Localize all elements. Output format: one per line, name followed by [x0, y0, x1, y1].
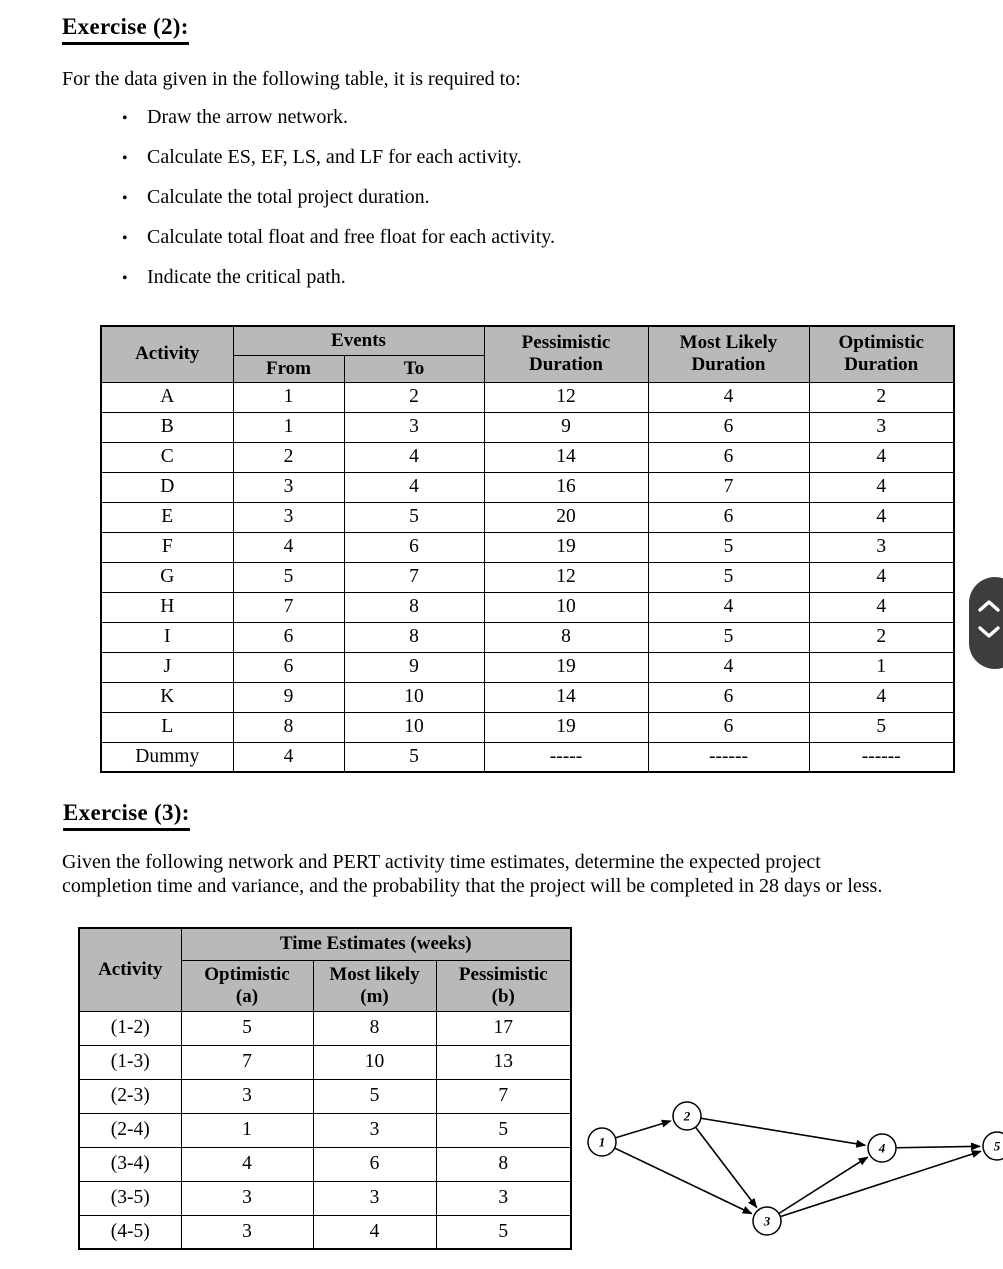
- table-cell: F: [101, 532, 233, 562]
- table-cell: 8: [436, 1147, 571, 1181]
- table-cell: 14: [484, 682, 648, 712]
- table-cell: 6: [648, 502, 809, 532]
- table-cell: 4: [809, 562, 954, 592]
- table-cell: 10: [484, 592, 648, 622]
- table-cell: 6: [648, 442, 809, 472]
- table-cell: 4: [181, 1147, 313, 1181]
- table-row: [101, 742, 954, 772]
- table-row: [101, 442, 954, 472]
- table-cell: 7: [181, 1045, 313, 1079]
- table-cell: (1-2): [79, 1011, 181, 1045]
- table-cell: H: [101, 592, 233, 622]
- table-cell: 3: [313, 1113, 436, 1147]
- network-node-label: 2: [683, 1108, 691, 1124]
- network-edge: [615, 1121, 670, 1138]
- table-cell: 5: [344, 502, 484, 532]
- table-cell: 4: [344, 472, 484, 502]
- table-cell: J: [101, 652, 233, 682]
- table-cell: Dummy: [101, 742, 233, 772]
- table-cell: 4: [233, 532, 344, 562]
- table-cell: 3: [181, 1079, 313, 1113]
- table-cell: 2: [344, 382, 484, 412]
- table-cell: 10: [313, 1045, 436, 1079]
- network-edge: [701, 1118, 865, 1145]
- col-header-activity: Activity: [79, 928, 181, 1011]
- table-cell: 19: [484, 652, 648, 682]
- table-cell: 3: [809, 412, 954, 442]
- table-row: [101, 382, 954, 412]
- ex2-table-body: [101, 382, 954, 772]
- table-cell: 5: [436, 1113, 571, 1147]
- col-header-pessimistic-duration: Pessimistic Duration: [484, 326, 648, 382]
- table-cell: 6: [648, 682, 809, 712]
- bullet-text: Calculate ES, EF, LS, and LF for each activity.: [147, 146, 522, 168]
- table-cell: 4: [809, 442, 954, 472]
- table-cell: 8: [344, 592, 484, 622]
- bullet-icon: •: [122, 150, 128, 167]
- col-header-pessimistic-b: Pessimistic (b): [436, 960, 571, 1011]
- table-row: [101, 502, 954, 532]
- table-cell: 3: [344, 412, 484, 442]
- exercise-2-heading: Exercise (2):: [62, 14, 189, 45]
- table-cell: 20: [484, 502, 648, 532]
- col-header-time-estimates: Time Estimates (weeks): [181, 928, 571, 960]
- bullet-text: Indicate the critical path.: [147, 266, 346, 288]
- table-cell: 4: [648, 652, 809, 682]
- network-node-label: 3: [763, 1213, 771, 1229]
- chevron-up-icon: [977, 598, 1001, 614]
- table-cell: 6: [648, 712, 809, 742]
- table-row: [101, 652, 954, 682]
- table-cell: ------: [809, 742, 954, 772]
- table-cell: C: [101, 442, 233, 472]
- table-cell: 12: [484, 562, 648, 592]
- table-cell: 5: [648, 562, 809, 592]
- table-cell: 6: [233, 622, 344, 652]
- table-cell: (2-3): [79, 1079, 181, 1113]
- table-row: [79, 1181, 571, 1215]
- table-cell: 19: [484, 712, 648, 742]
- table-cell: D: [101, 472, 233, 502]
- table-cell: 7: [648, 472, 809, 502]
- exercise-3-description: [62, 850, 882, 898]
- bullet-icon: •: [122, 270, 128, 287]
- table-cell: K: [101, 682, 233, 712]
- table-cell: G: [101, 562, 233, 592]
- network-node-label: 4: [878, 1140, 886, 1156]
- table-cell: 4: [809, 502, 954, 532]
- activity-events-table: [100, 325, 955, 773]
- scroll-widget: [969, 577, 1003, 669]
- table-cell: I: [101, 622, 233, 652]
- table-cell: E: [101, 502, 233, 532]
- table-cell: 4: [648, 592, 809, 622]
- table-cell: 7: [344, 562, 484, 592]
- exercise-2-intro: For the data given in the following table, it is required to:: [62, 68, 521, 90]
- table-cell: 14: [484, 442, 648, 472]
- scroll-up-button[interactable]: [977, 598, 1001, 614]
- table-row: [79, 1147, 571, 1181]
- bullet-icon: •: [122, 190, 128, 207]
- list-item: [122, 146, 555, 169]
- list-item: [122, 266, 555, 289]
- table-cell: 5: [181, 1011, 313, 1045]
- table-cell: 16: [484, 472, 648, 502]
- table-cell: 4: [809, 592, 954, 622]
- table-cell: 4: [809, 682, 954, 712]
- table-cell: 5: [313, 1079, 436, 1113]
- table-row: [101, 472, 954, 502]
- list-item: [122, 226, 555, 249]
- description-line: Given the following network and PERT activity time estimates, determine the expected project: [62, 851, 821, 873]
- pert-network-diagram: [585, 1085, 1003, 1265]
- col-header-optimistic-a: Optimistic (a): [181, 960, 313, 1011]
- table-row: [79, 1011, 571, 1045]
- bullet-text: Calculate the total project duration.: [147, 186, 430, 208]
- table-cell: 1: [809, 652, 954, 682]
- table-row: [79, 1079, 571, 1113]
- table-cell: 5: [436, 1215, 571, 1249]
- table-cell: (4-5): [79, 1215, 181, 1249]
- table-cell: 19: [484, 532, 648, 562]
- table-row: [79, 1113, 571, 1147]
- network-edge: [695, 1127, 756, 1207]
- list-item: [122, 186, 555, 209]
- bullet-text: Calculate total float and free float for each activity.: [147, 226, 555, 248]
- table-cell: L: [101, 712, 233, 742]
- table-row: [101, 562, 954, 592]
- table-cell: 2: [809, 622, 954, 652]
- table-cell: -----: [484, 742, 648, 772]
- table-cell: 3: [233, 502, 344, 532]
- table-cell: 7: [233, 592, 344, 622]
- table-cell: 9: [344, 652, 484, 682]
- table-cell: 9: [233, 682, 344, 712]
- table-cell: 9: [484, 412, 648, 442]
- table-cell: 3: [436, 1181, 571, 1215]
- table-cell: 3: [313, 1181, 436, 1215]
- table-cell: ------: [648, 742, 809, 772]
- table-cell: 1: [233, 412, 344, 442]
- table-cell: 7: [436, 1079, 571, 1113]
- table-cell: 12: [484, 382, 648, 412]
- table-row: [101, 592, 954, 622]
- table-cell: 5: [809, 712, 954, 742]
- table-cell: 4: [809, 472, 954, 502]
- table-row: [101, 412, 954, 442]
- table-cell: 6: [313, 1147, 436, 1181]
- col-header-to: To: [344, 355, 484, 382]
- table-cell: 5: [344, 742, 484, 772]
- table-cell: 3: [233, 472, 344, 502]
- exercise-3-heading: Exercise (3):: [63, 800, 190, 831]
- table-cell: 17: [436, 1011, 571, 1045]
- table-cell: 10: [344, 682, 484, 712]
- table-cell: 8: [233, 712, 344, 742]
- table-cell: 8: [484, 622, 648, 652]
- bullet-icon: •: [122, 110, 128, 127]
- table-cell: 4: [648, 382, 809, 412]
- table-cell: 10: [344, 712, 484, 742]
- table-cell: 13: [436, 1045, 571, 1079]
- table-cell: 5: [648, 622, 809, 652]
- table-row: [79, 1045, 571, 1079]
- table-row: [101, 622, 954, 652]
- table-cell: 6: [648, 412, 809, 442]
- table-row: [79, 1215, 571, 1249]
- bullet-icon: •: [122, 230, 128, 247]
- scroll-down-button[interactable]: [977, 624, 1001, 640]
- description-line: completion time and variance, and the probability that the project will be completed in 28 days or less.: [62, 875, 883, 897]
- col-header-most-likely-m: Most likely (m): [313, 960, 436, 1011]
- table-cell: 4: [233, 742, 344, 772]
- chevron-down-icon: [977, 624, 1001, 640]
- col-header-activity: Activity: [101, 326, 233, 382]
- network-edge: [615, 1148, 752, 1214]
- table-cell: 8: [313, 1011, 436, 1045]
- col-header-optimistic-duration: Optimistic Duration: [809, 326, 954, 382]
- network-edge: [896, 1146, 980, 1147]
- table-cell: 3: [181, 1215, 313, 1249]
- col-header-from: From: [233, 355, 344, 382]
- time-estimates-table: [78, 927, 572, 1250]
- table-cell: 3: [809, 532, 954, 562]
- table-row: [101, 712, 954, 742]
- table-cell: B: [101, 412, 233, 442]
- exercise-2-requirements-list: [122, 106, 555, 306]
- table-cell: (3-5): [79, 1181, 181, 1215]
- table-cell: (1-3): [79, 1045, 181, 1079]
- table-cell: 1: [233, 382, 344, 412]
- table-cell: 2: [809, 382, 954, 412]
- ex3-table-body: [79, 1011, 571, 1249]
- table-cell: 4: [313, 1215, 436, 1249]
- table-row: [101, 532, 954, 562]
- col-header-events: Events: [233, 326, 484, 355]
- table-row: [101, 682, 954, 712]
- table-cell: 6: [344, 532, 484, 562]
- table-cell: 3: [181, 1181, 313, 1215]
- table-cell: (3-4): [79, 1147, 181, 1181]
- table-cell: 2: [233, 442, 344, 472]
- network-node-label: 5: [993, 1138, 1001, 1154]
- table-cell: 5: [648, 532, 809, 562]
- table-cell: (2-4): [79, 1113, 181, 1147]
- network-node-label: 1: [598, 1134, 606, 1150]
- bullet-text: Draw the arrow network.: [147, 106, 349, 128]
- table-cell: 5: [233, 562, 344, 592]
- col-header-most-likely-duration: Most Likely Duration: [648, 326, 809, 382]
- table-cell: 1: [181, 1113, 313, 1147]
- table-cell: 6: [233, 652, 344, 682]
- table-cell: 8: [344, 622, 484, 652]
- list-item: [122, 106, 555, 129]
- network-edge: [779, 1157, 868, 1213]
- table-cell: 4: [344, 442, 484, 472]
- table-cell: A: [101, 382, 233, 412]
